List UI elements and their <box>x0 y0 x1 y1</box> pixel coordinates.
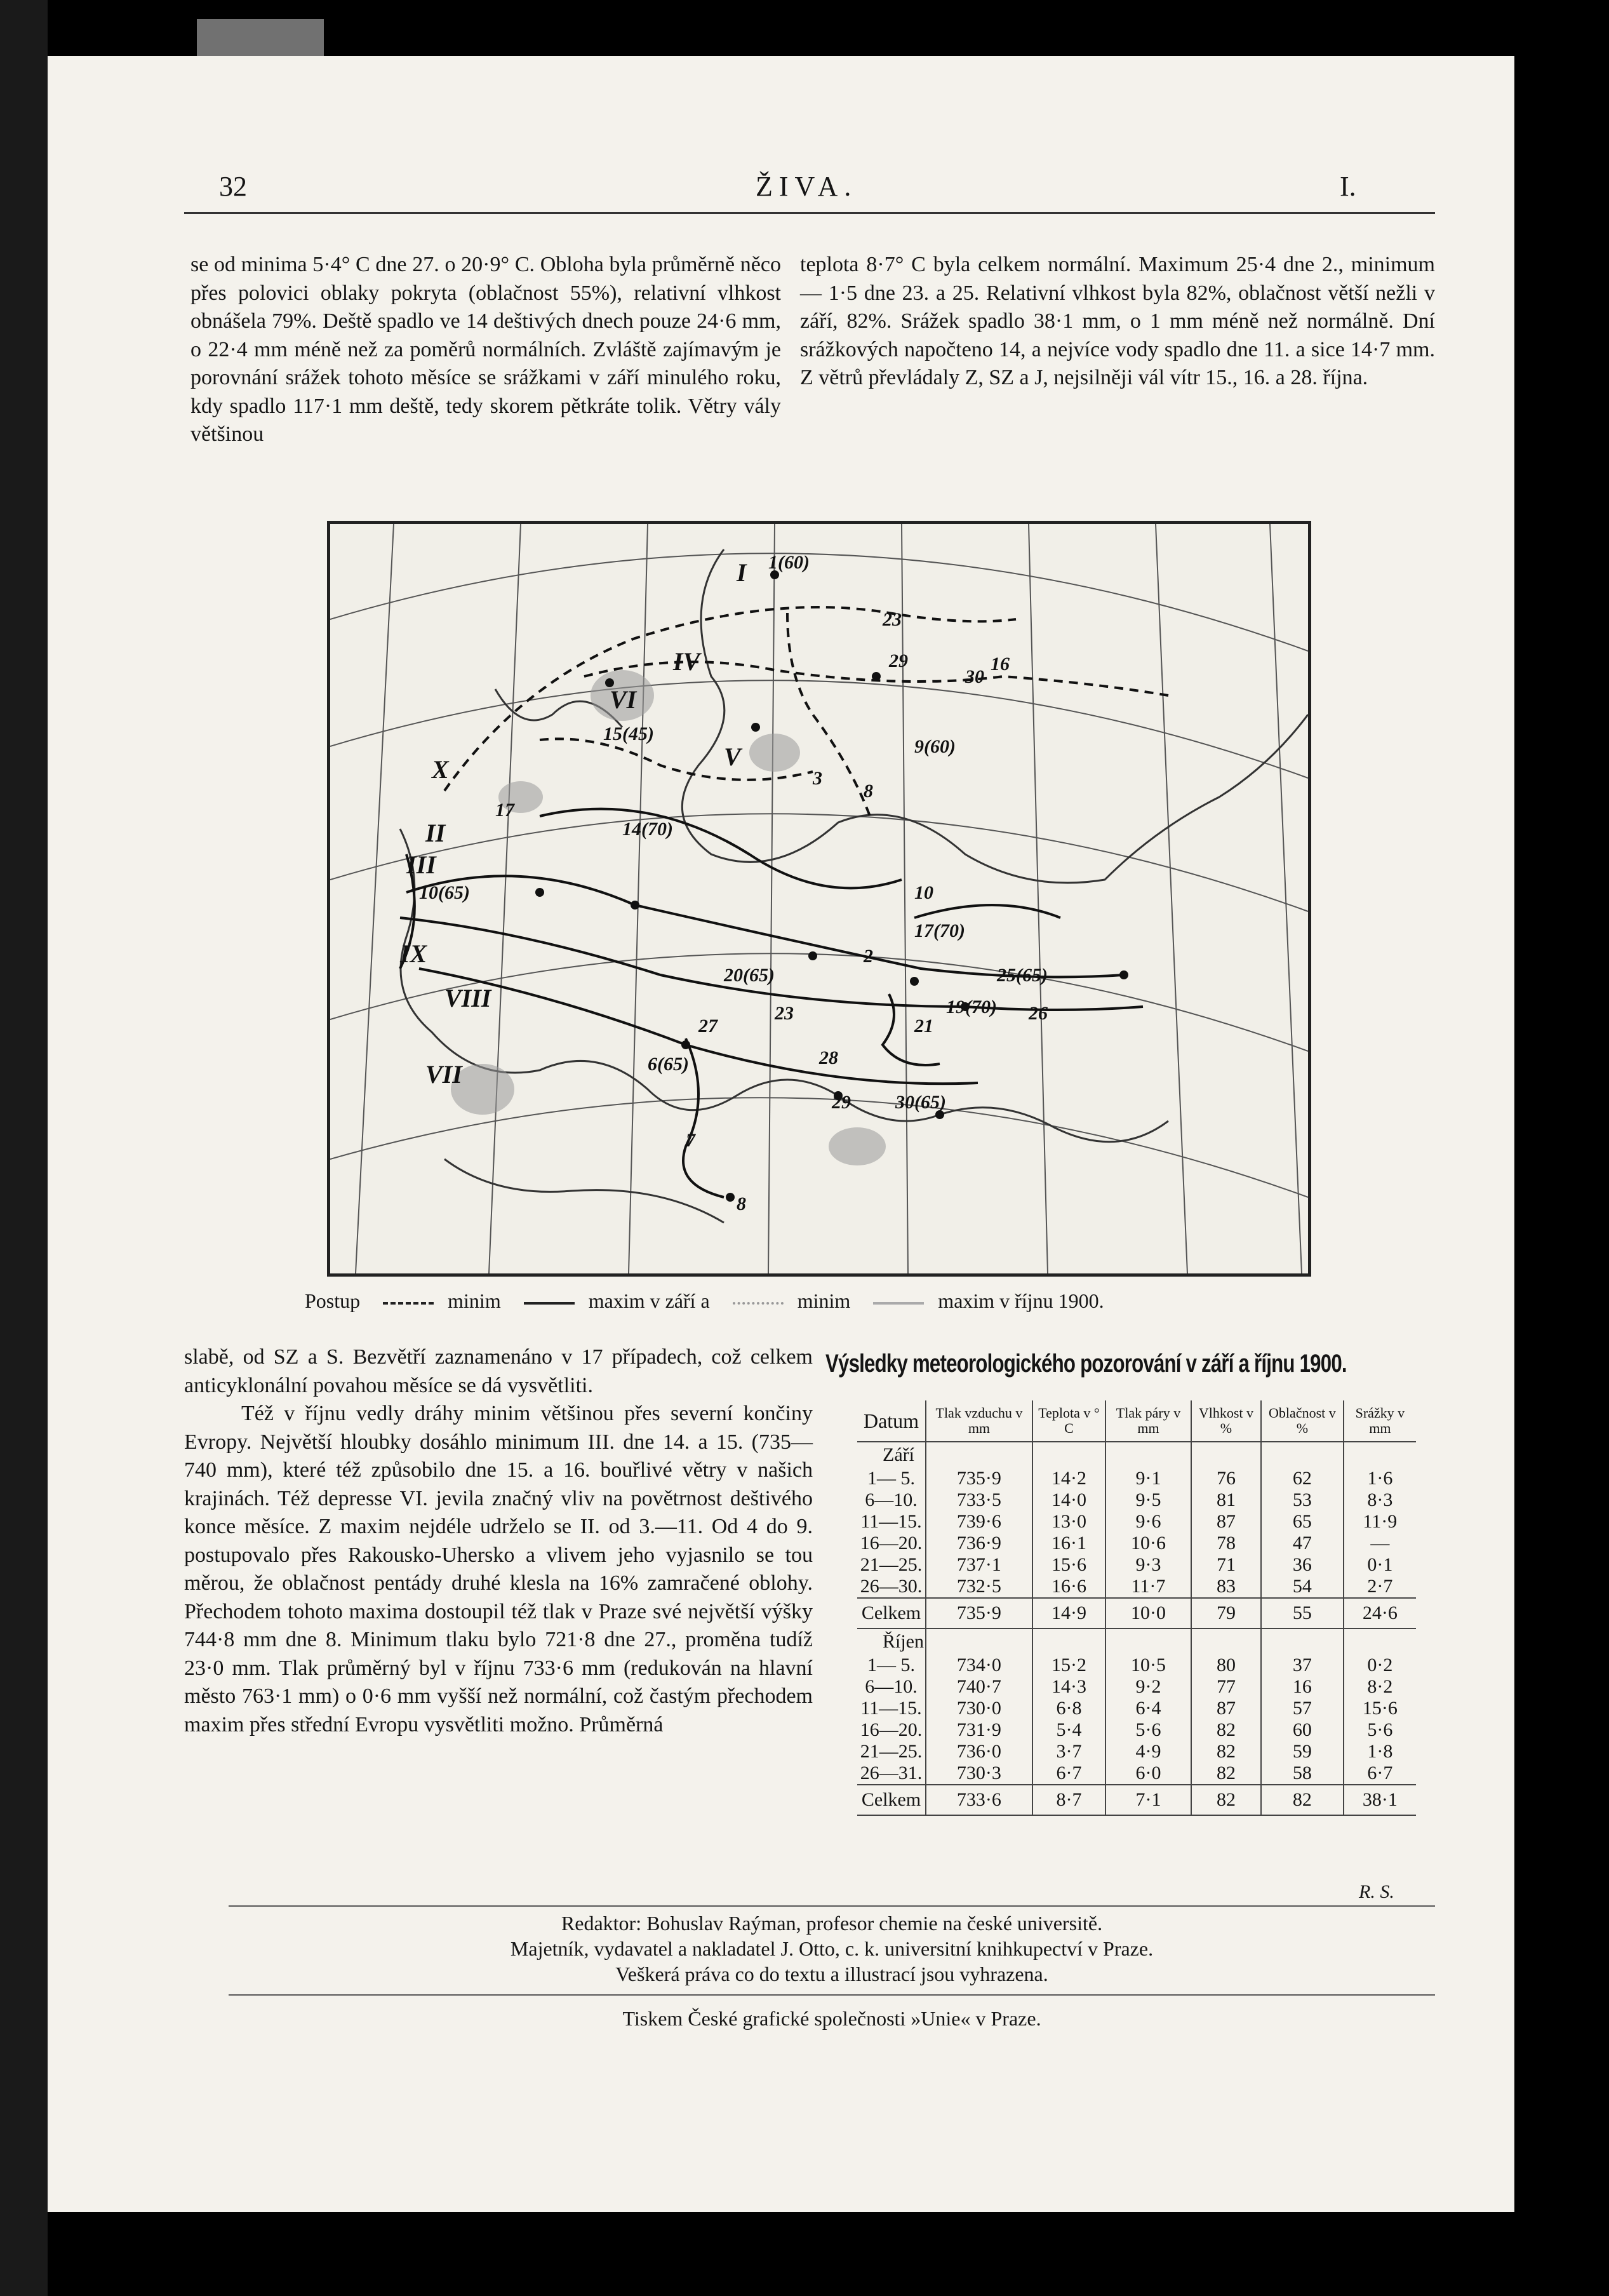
table-cell <box>926 1628 1032 1655</box>
table-cell: 82 <box>1191 1741 1261 1762</box>
table-cell: 10·6 <box>1105 1533 1191 1554</box>
table-cell: 16—20. <box>860 1533 923 1554</box>
svg-text:7: 7 <box>686 1130 695 1151</box>
header-cell: Teplota v ° C <box>1032 1400 1105 1442</box>
table-cell <box>1261 1442 1344 1468</box>
table-cell: 10·5 <box>1105 1655 1191 1676</box>
table-row <box>857 1554 1416 1576</box>
table-cell: 731·9 <box>926 1719 1032 1741</box>
legend-dotted-line <box>733 1302 784 1305</box>
table-cell: 9·2 <box>1105 1676 1191 1698</box>
svg-text:X: X <box>432 755 449 784</box>
table-cell: 58 <box>1261 1762 1344 1785</box>
header-rule <box>184 212 1435 214</box>
table-row <box>857 1698 1416 1719</box>
table-cell: — <box>1344 1533 1416 1554</box>
table-cell: 38·1 <box>1344 1785 1416 1815</box>
table-total-row <box>857 1785 1416 1815</box>
table-cell <box>1191 1442 1261 1468</box>
svg-text:20(65): 20(65) <box>724 965 775 986</box>
svg-text:8: 8 <box>737 1193 746 1214</box>
table-cell <box>1105 1442 1191 1468</box>
table-cell: 9·5 <box>1105 1489 1191 1511</box>
table-row <box>857 1741 1416 1762</box>
table-row <box>857 1489 1416 1511</box>
table-cell: Říjen <box>883 1631 924 1652</box>
table-cell: 82 <box>1191 1762 1261 1785</box>
table-total-row <box>857 1598 1416 1628</box>
header-cell: Datum <box>857 1400 926 1442</box>
table-cell: 14·2 <box>1032 1468 1105 1489</box>
paragraph: slabě, od SZ a S. Bezvětří zaznamenáno v 17 případech, což celkem anticyklonální povahou měsíce se dá vysvětliti. <box>184 1345 813 1397</box>
table-cell: Celkem <box>857 1785 926 1815</box>
table-header-row <box>857 1400 1416 1442</box>
table-cell: 735·9 <box>926 1468 1032 1489</box>
svg-text:23: 23 <box>775 1003 794 1024</box>
legend-max-oct: maxim v říjnu 1900. <box>938 1289 1104 1312</box>
svg-text:2: 2 <box>864 946 873 967</box>
table-cell: 16 <box>1261 1676 1344 1698</box>
svg-text:15(45): 15(45) <box>603 723 654 744</box>
table-row <box>857 1511 1416 1533</box>
table-cell: 0·1 <box>1344 1554 1416 1576</box>
svg-text:30(65): 30(65) <box>895 1092 946 1113</box>
table-cell: 36 <box>1261 1554 1344 1576</box>
table-cell: 60 <box>1261 1719 1344 1741</box>
svg-text:10(65): 10(65) <box>419 882 470 903</box>
table-row <box>857 1576 1416 1598</box>
svg-text:25(65): 25(65) <box>997 965 1048 986</box>
legend-solid-line <box>524 1302 575 1305</box>
table-cell: 54 <box>1261 1576 1344 1598</box>
meteorological-table <box>857 1400 1416 1816</box>
svg-text:1(60): 1(60) <box>768 552 810 573</box>
table-cell: 65 <box>1261 1511 1344 1533</box>
svg-text:10: 10 <box>914 882 933 903</box>
table-cell: 26—30. <box>860 1576 923 1597</box>
table-cell: 57 <box>1261 1698 1344 1719</box>
table-cell: 0·2 <box>1344 1655 1416 1676</box>
table-cell <box>1344 1628 1416 1655</box>
table-cell: 739·6 <box>926 1511 1032 1533</box>
table-row <box>857 1468 1416 1489</box>
scan-stain <box>197 19 324 57</box>
table-cell: 6·7 <box>1032 1762 1105 1785</box>
table-cell: 10·0 <box>1105 1598 1191 1628</box>
table-cell: 15·6 <box>1344 1698 1416 1719</box>
table-cell: 734·0 <box>926 1655 1032 1676</box>
table-row <box>857 1655 1416 1676</box>
text-column-top-right <box>800 251 1435 393</box>
table-cell: 736·9 <box>926 1533 1032 1554</box>
table-cell: 3·7 <box>1032 1741 1105 1762</box>
table-cell <box>1191 1628 1261 1655</box>
table-cell: 11·9 <box>1344 1511 1416 1533</box>
table-cell <box>1261 1628 1344 1655</box>
table-cell: 37 <box>1261 1655 1344 1676</box>
svg-text:16: 16 <box>991 654 1010 675</box>
table-cell: 1— 5. <box>867 1655 915 1675</box>
svg-text:III: III <box>406 850 436 879</box>
svg-text:21: 21 <box>914 1016 933 1037</box>
table-cell: 21—25. <box>860 1741 923 1762</box>
svg-text:23: 23 <box>883 609 902 630</box>
scan-edge <box>0 0 48 2296</box>
legend-dash-line <box>383 1302 434 1305</box>
text-column-bottom-left <box>184 1343 813 1739</box>
table-cell: 78 <box>1191 1533 1261 1554</box>
table-cell: 77 <box>1191 1676 1261 1698</box>
paragraph: se od minima 5·4° C dne 27. o 20·9° C. Obloha byla průměrně něco přes polovici oblaky pokryta (oblačnost 55%), relativní vlhkost obnášela 79%. Deště spadlo ve 14 deštivých dnech pouze 24·6 mm, o 22·4 mm méně než za poměrů normálních. Zvláště zajímavým je porovnání srážek tohoto měsíce se srážkami v září minulého roku, kdy spadlo 117·1 mm deště, tedy skorem pětkráte tolik. Větry vály většinou <box>190 253 781 446</box>
table-cell: 740·7 <box>926 1676 1032 1698</box>
table-cell: 11—15. <box>860 1511 922 1532</box>
table-cell: 82 <box>1261 1785 1344 1815</box>
table-cell: 1·8 <box>1344 1741 1416 1762</box>
running-header <box>0 170 1609 208</box>
footer-publisher: Majetník, vydavatel a nakladatel J. Otto, c. k. universitní knihkupectví v Praze. <box>510 1937 1154 1960</box>
table-cell: 15·2 <box>1032 1655 1105 1676</box>
table-cell: 21—25. <box>860 1554 923 1575</box>
table-cell: 14·9 <box>1032 1598 1105 1628</box>
table-cell: 4·9 <box>1105 1741 1191 1762</box>
svg-text:II: II <box>425 819 446 847</box>
legend-prefix: Postup <box>305 1289 361 1312</box>
header-cell: Vlhkost v % <box>1191 1400 1261 1442</box>
paragraph: Též v říjnu vedly dráhy minim většinou přes severní končiny Evropy. Největší hloubky dosáhlo minimum III. dne 14. a 15. (735—740 mm), které též způsobilo dne 15. a 16. bouřlivé větry v našich krajinách. Též depresse VI. jevila značný vliv na povětrnost deštivého konce měsíce. Z maxim nejdéle udrželo se II. od 3.—11. Od 4 do 9. postupovalo přes Rakousko-Uhersko a vlivem jeho vyjasnilo se tou měrou, že oblačnost pentády druhé klesla na 16% zamračené oblohy. Přechodem tohoto maxima dostoupil též tlak v Praze své největší výšky 744·8 mm dne 8. Minimum tlaku bylo 721·8 dne 27., proměna tudíž 23·0 mm. Tlak průměrný byl v říjnu 733·6 mm (redukován na hlavní město 763·1 mm) o 0·6 mm vyšší než normální, což častým přechodem maxim přes střední Evropu vysvětliti možno. Průměrná <box>184 1402 813 1736</box>
table-cell: 82 <box>1191 1719 1261 1741</box>
table-cell <box>1344 1442 1416 1468</box>
table-cell: 76 <box>1191 1468 1261 1489</box>
table-cell: 8·2 <box>1344 1676 1416 1698</box>
volume-number: I. <box>1340 171 1356 202</box>
table-cell: 6·8 <box>1032 1698 1105 1719</box>
svg-text:9(60): 9(60) <box>914 736 956 757</box>
page-number: 32 <box>219 171 247 202</box>
weather-map <box>327 521 1311 1277</box>
legend-min-sep: minim <box>448 1289 501 1312</box>
svg-text:26: 26 <box>1029 1003 1048 1024</box>
svg-text:30: 30 <box>965 666 984 687</box>
table-row <box>857 1762 1416 1785</box>
paragraph: teplota 8·7° C byla celkem normální. Maximum 25·4 dne 2., minimum — 1·5 dne 23. a 25. Relativní vlhkost byla 82%, oblačnost větší nežli v září, 82%. Srážek spadlo 38·1 mm, o 1 mm méně než normálně. Dní srážkových napočteno 14, a nejvíce vody spadlo dne 11. a sice 14·7 mm. Z větrů převládaly Z, SZ a J, nejsilněji vál vítr 15., 16. a 28. října. <box>800 253 1435 389</box>
table-cell: 83 <box>1191 1576 1261 1598</box>
legend-grey-line <box>873 1302 924 1305</box>
table-cell: 735·9 <box>926 1598 1032 1628</box>
table-cell: 16·6 <box>1032 1576 1105 1598</box>
map-legend <box>305 1289 1321 1313</box>
svg-text:27: 27 <box>698 1016 718 1037</box>
table-cell: Září <box>883 1444 914 1465</box>
svg-text:17: 17 <box>495 800 514 821</box>
svg-text:VIII: VIII <box>444 984 491 1012</box>
svg-text:3: 3 <box>813 768 822 789</box>
table-body <box>857 1442 1416 1815</box>
svg-text:14(70): 14(70) <box>622 819 673 840</box>
table-cell <box>1032 1628 1105 1655</box>
table-cell: 14·3 <box>1032 1676 1105 1698</box>
svg-text:IX: IX <box>400 939 427 968</box>
table-cell: 55 <box>1261 1598 1344 1628</box>
svg-text:6(65): 6(65) <box>648 1054 689 1075</box>
table-cell: 71 <box>1191 1554 1261 1576</box>
table-cell: 5·4 <box>1032 1719 1105 1741</box>
table-signature: R. S. <box>1359 1881 1394 1902</box>
table-cell: 13·0 <box>1032 1511 1105 1533</box>
svg-text:VI: VI <box>610 685 637 714</box>
table-cell: 732·5 <box>926 1576 1032 1598</box>
table-section-row <box>857 1442 1416 1468</box>
header-cell: Tlak páry v mm <box>1105 1400 1191 1442</box>
table-cell: 62 <box>1261 1468 1344 1489</box>
table-cell <box>1032 1442 1105 1468</box>
svg-text:IV: IV <box>673 647 700 676</box>
svg-text:17(70): 17(70) <box>914 920 965 941</box>
table-cell: 14·0 <box>1032 1489 1105 1511</box>
table-cell: 1— 5. <box>867 1468 915 1489</box>
svg-text:8: 8 <box>864 781 873 802</box>
table-cell: 730·0 <box>926 1698 1032 1719</box>
table-cell: 79 <box>1191 1598 1261 1628</box>
table-cell: 59 <box>1261 1741 1344 1762</box>
table-cell: 9·6 <box>1105 1511 1191 1533</box>
legend-max-sep: maxim v září a <box>588 1289 710 1312</box>
table-cell: 47 <box>1261 1533 1344 1554</box>
table-cell: 15·6 <box>1032 1554 1105 1576</box>
table-cell: 16—20. <box>860 1719 923 1740</box>
table-cell: 16·1 <box>1032 1533 1105 1554</box>
table-cell: 87 <box>1191 1698 1261 1719</box>
table-cell: 5·6 <box>1105 1719 1191 1741</box>
table-row <box>857 1719 1416 1741</box>
table-cell: 736·0 <box>926 1741 1032 1762</box>
header-cell: Oblačnost v % <box>1261 1400 1344 1442</box>
table-cell: 81 <box>1191 1489 1261 1511</box>
table-cell: 733·6 <box>926 1785 1032 1815</box>
table-cell: 26—31. <box>860 1762 923 1783</box>
table-cell: 80 <box>1191 1655 1261 1676</box>
table-row <box>857 1533 1416 1554</box>
table-section-row <box>857 1628 1416 1655</box>
table-cell: 9·3 <box>1105 1554 1191 1576</box>
table-cell: 6—10. <box>865 1489 918 1510</box>
table-cell: 8·7 <box>1032 1785 1105 1815</box>
journal-title: ŽIVA. <box>756 171 858 202</box>
table-cell <box>1105 1628 1191 1655</box>
footer-printer: Tiskem České grafické společnosti »Unie« v Praze. <box>622 2007 1041 2030</box>
table-cell: 8·3 <box>1344 1489 1416 1511</box>
table-cell: 2·7 <box>1344 1576 1416 1598</box>
svg-text:VII: VII <box>425 1060 462 1089</box>
svg-text:28: 28 <box>819 1047 838 1068</box>
map-figure <box>330 524 1308 1273</box>
table-cell: 6·4 <box>1105 1698 1191 1719</box>
table-cell: Celkem <box>857 1598 926 1628</box>
table-cell: 6·0 <box>1105 1762 1191 1785</box>
table-cell: 82 <box>1191 1785 1261 1815</box>
footer-rule <box>229 1905 1435 1907</box>
footer-rights: Veškerá práva co do textu a illustrací jsou vyhrazena. <box>615 1963 1048 1985</box>
legend-min-oct: minim <box>797 1289 851 1312</box>
table-cell: 733·5 <box>926 1489 1032 1511</box>
table-cell: 53 <box>1261 1489 1344 1511</box>
table-row <box>857 1676 1416 1698</box>
table-cell: 1·6 <box>1344 1468 1416 1489</box>
footer-editor: Redaktor: Bohuslav Raýman, profesor chemie na české universitě. <box>561 1912 1103 1935</box>
table-cell: 87 <box>1191 1511 1261 1533</box>
table-cell: 6—10. <box>865 1676 918 1697</box>
header-cell: Srážky v mm <box>1344 1400 1416 1442</box>
table-cell: 730·3 <box>926 1762 1032 1785</box>
header-cell: Tlak vzduchu v mm <box>926 1400 1032 1442</box>
table-cell <box>926 1442 1032 1468</box>
table-cell: 11·7 <box>1105 1576 1191 1598</box>
svg-text:I: I <box>737 558 747 587</box>
table-cell: 6·7 <box>1344 1762 1416 1785</box>
svg-text:V: V <box>724 742 741 771</box>
table-cell: 24·6 <box>1344 1598 1416 1628</box>
text-column-top-left <box>190 251 781 449</box>
table-cell: 9·1 <box>1105 1468 1191 1489</box>
table-cell: 737·1 <box>926 1554 1032 1576</box>
table-cell: 5·6 <box>1344 1719 1416 1741</box>
footer-rule <box>229 1994 1435 1996</box>
svg-text:19(70): 19(70) <box>946 997 997 1017</box>
table-cell: 7·1 <box>1105 1785 1191 1815</box>
table-title: Výsledky meteorologického pozorování v září a říjnu 1900. <box>825 1350 1347 1378</box>
table-cell: 11—15. <box>860 1698 922 1719</box>
svg-text:29: 29 <box>889 650 908 671</box>
svg-text:29: 29 <box>832 1092 851 1113</box>
